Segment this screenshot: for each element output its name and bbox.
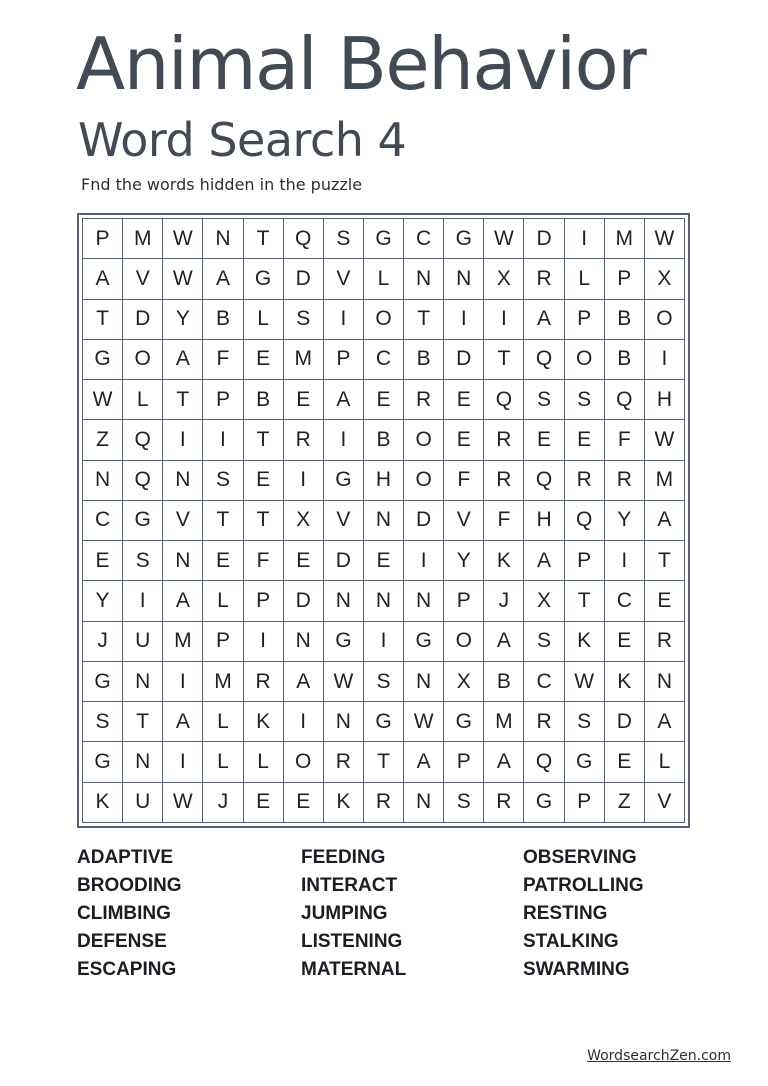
grid-cell: O — [404, 461, 444, 501]
grid-cell: V — [645, 783, 685, 823]
grid-cell: G — [83, 662, 123, 702]
word-item: ADAPTIVE — [77, 847, 174, 868]
grid-cell: A — [284, 662, 324, 702]
grid-cell: I — [324, 420, 364, 460]
grid-cell: I — [163, 742, 203, 782]
grid-cell: C — [83, 501, 123, 541]
grid-cell: W — [163, 783, 203, 823]
grid-cell: E — [605, 742, 645, 782]
grid-cell: O — [444, 622, 484, 662]
grid-cell: S — [524, 380, 564, 420]
grid-cell: Q — [284, 219, 324, 259]
grid-cell: G — [83, 340, 123, 380]
grid-cell: T — [244, 501, 284, 541]
grid-cell: I — [364, 622, 404, 662]
grid-cell: P — [565, 300, 605, 340]
grid-cell: T — [244, 420, 284, 460]
grid-cell: X — [484, 259, 524, 299]
grid-cell: E — [524, 420, 564, 460]
grid-cell: X — [524, 581, 564, 621]
grid-cell: R — [524, 702, 564, 742]
word-item: FEEDING — [301, 847, 386, 868]
grid-cell: R — [324, 742, 364, 782]
grid-cell: N — [364, 581, 404, 621]
grid-cell: Q — [524, 340, 564, 380]
grid-cell: A — [83, 259, 123, 299]
grid-cell: P — [203, 622, 243, 662]
grid-cell: V — [324, 259, 364, 299]
grid-cell: D — [444, 340, 484, 380]
word-item: CLIMBING — [77, 903, 171, 924]
grid-cell: B — [203, 300, 243, 340]
word-item: DEFENSE — [77, 931, 167, 952]
grid-cell: T — [203, 501, 243, 541]
grid-cell: R — [244, 662, 284, 702]
grid-cell: I — [565, 219, 605, 259]
grid-cell: I — [324, 300, 364, 340]
grid-cell: W — [645, 420, 685, 460]
grid-cell: X — [444, 662, 484, 702]
grid-cell: P — [83, 219, 123, 259]
grid-cell: B — [484, 662, 524, 702]
grid-cell: G — [324, 622, 364, 662]
grid-cell: G — [324, 461, 364, 501]
grid-cell: A — [524, 541, 564, 581]
grid-cell: P — [244, 581, 284, 621]
grid-cell: M — [284, 340, 324, 380]
grid-cell: I — [645, 340, 685, 380]
grid-cell: H — [524, 501, 564, 541]
grid-cell: W — [324, 662, 364, 702]
footer-link[interactable]: WordsearchZen.com — [587, 1048, 731, 1064]
grid-cell: L — [364, 259, 404, 299]
grid-cell: I — [605, 541, 645, 581]
grid-cell: G — [524, 783, 564, 823]
grid-cell: O — [645, 300, 685, 340]
grid-cell: G — [364, 219, 404, 259]
grid-cell: Q — [524, 461, 564, 501]
grid-cell: J — [83, 622, 123, 662]
grid-cell: E — [645, 581, 685, 621]
grid-cell: F — [244, 541, 284, 581]
grid-cell: W — [163, 259, 203, 299]
grid-cell: M — [645, 461, 685, 501]
grid-cell: L — [203, 702, 243, 742]
grid-cell: J — [203, 783, 243, 823]
grid-cell: J — [484, 581, 524, 621]
grid-cell: D — [284, 259, 324, 299]
grid-cell: L — [244, 742, 284, 782]
grid-cell: S — [524, 622, 564, 662]
word-list-column-3 — [523, 844, 644, 984]
grid-cell: C — [605, 581, 645, 621]
grid-cell: P — [605, 259, 645, 299]
grid-cell: I — [404, 541, 444, 581]
grid-cell: N — [324, 702, 364, 742]
grid-cell: S — [565, 702, 605, 742]
grid-cell: N — [123, 662, 163, 702]
grid-cell: D — [404, 501, 444, 541]
grid-cell: G — [565, 742, 605, 782]
grid-cell: O — [565, 340, 605, 380]
grid-cell: E — [364, 380, 404, 420]
grid-cell: B — [605, 340, 645, 380]
grid-cell: V — [163, 501, 203, 541]
grid-cell: I — [123, 581, 163, 621]
grid-cell: W — [404, 702, 444, 742]
grid-cell: I — [484, 300, 524, 340]
grid-cell: I — [244, 622, 284, 662]
grid-cell: L — [565, 259, 605, 299]
word-item: BROODING — [77, 875, 182, 896]
grid-cell: A — [524, 300, 564, 340]
grid-cell: T — [163, 380, 203, 420]
grid-cell: K — [83, 783, 123, 823]
grid-cell: E — [284, 783, 324, 823]
grid-cell: R — [484, 461, 524, 501]
word-item: INTERACT — [301, 875, 398, 896]
grid-cell: N — [123, 742, 163, 782]
grid-cell: L — [203, 742, 243, 782]
grid-cell: R — [484, 783, 524, 823]
grid-cell: N — [404, 259, 444, 299]
grid-cell: C — [364, 340, 404, 380]
grid-cell: T — [404, 300, 444, 340]
word-item: RESTING — [523, 903, 608, 924]
grid-cell: D — [123, 300, 163, 340]
word-item: OBSERVING — [523, 847, 637, 868]
grid-cell: R — [284, 420, 324, 460]
grid-cell: S — [123, 541, 163, 581]
grid-cell: P — [324, 340, 364, 380]
grid-cell: E — [244, 461, 284, 501]
grid-cell: W — [484, 219, 524, 259]
grid-cell: X — [284, 501, 324, 541]
grid-cell: F — [605, 420, 645, 460]
grid-cell: N — [404, 581, 444, 621]
grid-cell: G — [83, 742, 123, 782]
grid-cell: F — [203, 340, 243, 380]
grid-cell: G — [364, 702, 404, 742]
grid-cell: K — [605, 662, 645, 702]
grid-cell: Z — [83, 420, 123, 460]
grid-cell: A — [404, 742, 444, 782]
grid-cell: W — [83, 380, 123, 420]
grid-cell: N — [404, 662, 444, 702]
grid-cell: Y — [444, 541, 484, 581]
grid-cell: Y — [83, 581, 123, 621]
grid-cell: K — [324, 783, 364, 823]
grid-cell: E — [565, 420, 605, 460]
grid-cell: E — [203, 541, 243, 581]
grid-cell: R — [364, 783, 404, 823]
grid-cell: R — [524, 259, 564, 299]
grid-cell: B — [605, 300, 645, 340]
grid-cell: A — [163, 581, 203, 621]
word-item: JUMPING — [301, 903, 388, 924]
grid-cell: E — [244, 340, 284, 380]
grid-cell: N — [444, 259, 484, 299]
grid-cell: C — [524, 662, 564, 702]
grid-cell: A — [324, 380, 364, 420]
grid-cell: B — [364, 420, 404, 460]
grid-cell: A — [645, 702, 685, 742]
grid-cell: F — [484, 501, 524, 541]
grid-cell: N — [364, 501, 404, 541]
grid-cell: S — [324, 219, 364, 259]
word-list-column-1 — [77, 844, 182, 984]
grid-cell: Q — [565, 501, 605, 541]
grid-cell: T — [244, 219, 284, 259]
grid-cell: U — [123, 622, 163, 662]
grid-cell: A — [163, 702, 203, 742]
grid-cell: D — [284, 581, 324, 621]
grid-cell: N — [203, 219, 243, 259]
grid-cell: M — [605, 219, 645, 259]
grid-cell: R — [404, 380, 444, 420]
grid-cell: N — [324, 581, 364, 621]
grid-cell: T — [484, 340, 524, 380]
grid-cell: V — [444, 501, 484, 541]
word-item: MATERNAL — [301, 959, 407, 980]
grid-cell: F — [444, 461, 484, 501]
grid-cell: M — [484, 702, 524, 742]
grid-cell: E — [244, 783, 284, 823]
grid-cell: Q — [524, 742, 564, 782]
grid-cell: E — [364, 541, 404, 581]
grid-cell: T — [364, 742, 404, 782]
grid-cell: V — [324, 501, 364, 541]
grid-cell: C — [404, 219, 444, 259]
grid-cell: Z — [605, 783, 645, 823]
grid-cell: S — [284, 300, 324, 340]
grid-cell: T — [565, 581, 605, 621]
grid-cell: N — [645, 662, 685, 702]
word-list — [77, 844, 677, 984]
grid-cell: T — [123, 702, 163, 742]
page-subtitle: Word Search 4 — [78, 113, 407, 167]
grid-cell: I — [284, 461, 324, 501]
grid-cell: L — [244, 300, 284, 340]
grid-cell: E — [284, 380, 324, 420]
grid-cell: N — [284, 622, 324, 662]
grid-cell: B — [244, 380, 284, 420]
grid-cell: N — [404, 783, 444, 823]
grid-cell: Y — [163, 300, 203, 340]
grid-cell: I — [163, 662, 203, 702]
grid-cell: H — [645, 380, 685, 420]
grid-cell: O — [404, 420, 444, 460]
grid-cell: G — [444, 219, 484, 259]
grid-cell: T — [645, 541, 685, 581]
grid-cell: Q — [484, 380, 524, 420]
grid-cell: B — [404, 340, 444, 380]
page-title: Animal Behavior — [76, 22, 646, 106]
grid-cell: Q — [123, 420, 163, 460]
grid-cell: N — [83, 461, 123, 501]
grid-cell: P — [203, 380, 243, 420]
grid-cell: P — [444, 742, 484, 782]
grid-cell: R — [605, 461, 645, 501]
word-list-column-2 — [301, 844, 406, 984]
grid-cell: D — [605, 702, 645, 742]
grid-cell: E — [605, 622, 645, 662]
grid-cell: A — [203, 259, 243, 299]
grid-cell: S — [203, 461, 243, 501]
grid-cell: L — [645, 742, 685, 782]
grid-cell: I — [203, 420, 243, 460]
grid-cell: S — [444, 783, 484, 823]
grid-cell: H — [364, 461, 404, 501]
grid-cell: O — [364, 300, 404, 340]
grid-cell: G — [244, 259, 284, 299]
grid-cell: P — [444, 581, 484, 621]
puzzle-grid — [82, 218, 685, 823]
grid-cell: E — [444, 420, 484, 460]
grid-cell: L — [203, 581, 243, 621]
grid-cell: R — [484, 420, 524, 460]
puzzle-grid-frame — [77, 213, 690, 828]
grid-cell: P — [565, 541, 605, 581]
grid-cell: K — [244, 702, 284, 742]
grid-cell: S — [565, 380, 605, 420]
word-item: STALKING — [523, 931, 619, 952]
grid-cell: E — [284, 541, 324, 581]
grid-cell: R — [565, 461, 605, 501]
grid-cell: S — [364, 662, 404, 702]
grid-cell: X — [645, 259, 685, 299]
grid-cell: G — [404, 622, 444, 662]
word-item: ESCAPING — [77, 959, 177, 980]
instructions-text: Fnd the words hidden in the puzzle — [81, 175, 363, 194]
grid-cell: M — [123, 219, 163, 259]
grid-cell: L — [123, 380, 163, 420]
grid-cell: W — [565, 662, 605, 702]
grid-cell: N — [163, 541, 203, 581]
grid-cell: G — [123, 501, 163, 541]
grid-cell: I — [284, 702, 324, 742]
grid-cell: O — [284, 742, 324, 782]
grid-cell: S — [83, 702, 123, 742]
grid-cell: M — [203, 662, 243, 702]
word-item: PATROLLING — [523, 875, 644, 896]
grid-cell: W — [645, 219, 685, 259]
grid-cell: N — [163, 461, 203, 501]
grid-cell: I — [444, 300, 484, 340]
grid-cell: E — [83, 541, 123, 581]
word-item: SWARMING — [523, 959, 630, 980]
grid-cell: M — [163, 622, 203, 662]
word-item: LISTENING — [301, 931, 403, 952]
grid-cell: T — [83, 300, 123, 340]
grid-cell: K — [565, 622, 605, 662]
grid-cell: D — [324, 541, 364, 581]
grid-cell: V — [123, 259, 163, 299]
grid-cell: E — [444, 380, 484, 420]
grid-cell: I — [163, 420, 203, 460]
grid-cell: U — [123, 783, 163, 823]
grid-cell: Q — [605, 380, 645, 420]
grid-cell: D — [524, 219, 564, 259]
grid-cell: A — [163, 340, 203, 380]
grid-cell: P — [565, 783, 605, 823]
grid-cell: K — [484, 541, 524, 581]
grid-cell: Q — [123, 461, 163, 501]
grid-cell: A — [484, 742, 524, 782]
grid-cell: W — [163, 219, 203, 259]
grid-cell: A — [645, 501, 685, 541]
grid-cell: G — [444, 702, 484, 742]
grid-cell: R — [645, 622, 685, 662]
grid-cell: A — [484, 622, 524, 662]
grid-cell: Y — [605, 501, 645, 541]
grid-cell: O — [123, 340, 163, 380]
